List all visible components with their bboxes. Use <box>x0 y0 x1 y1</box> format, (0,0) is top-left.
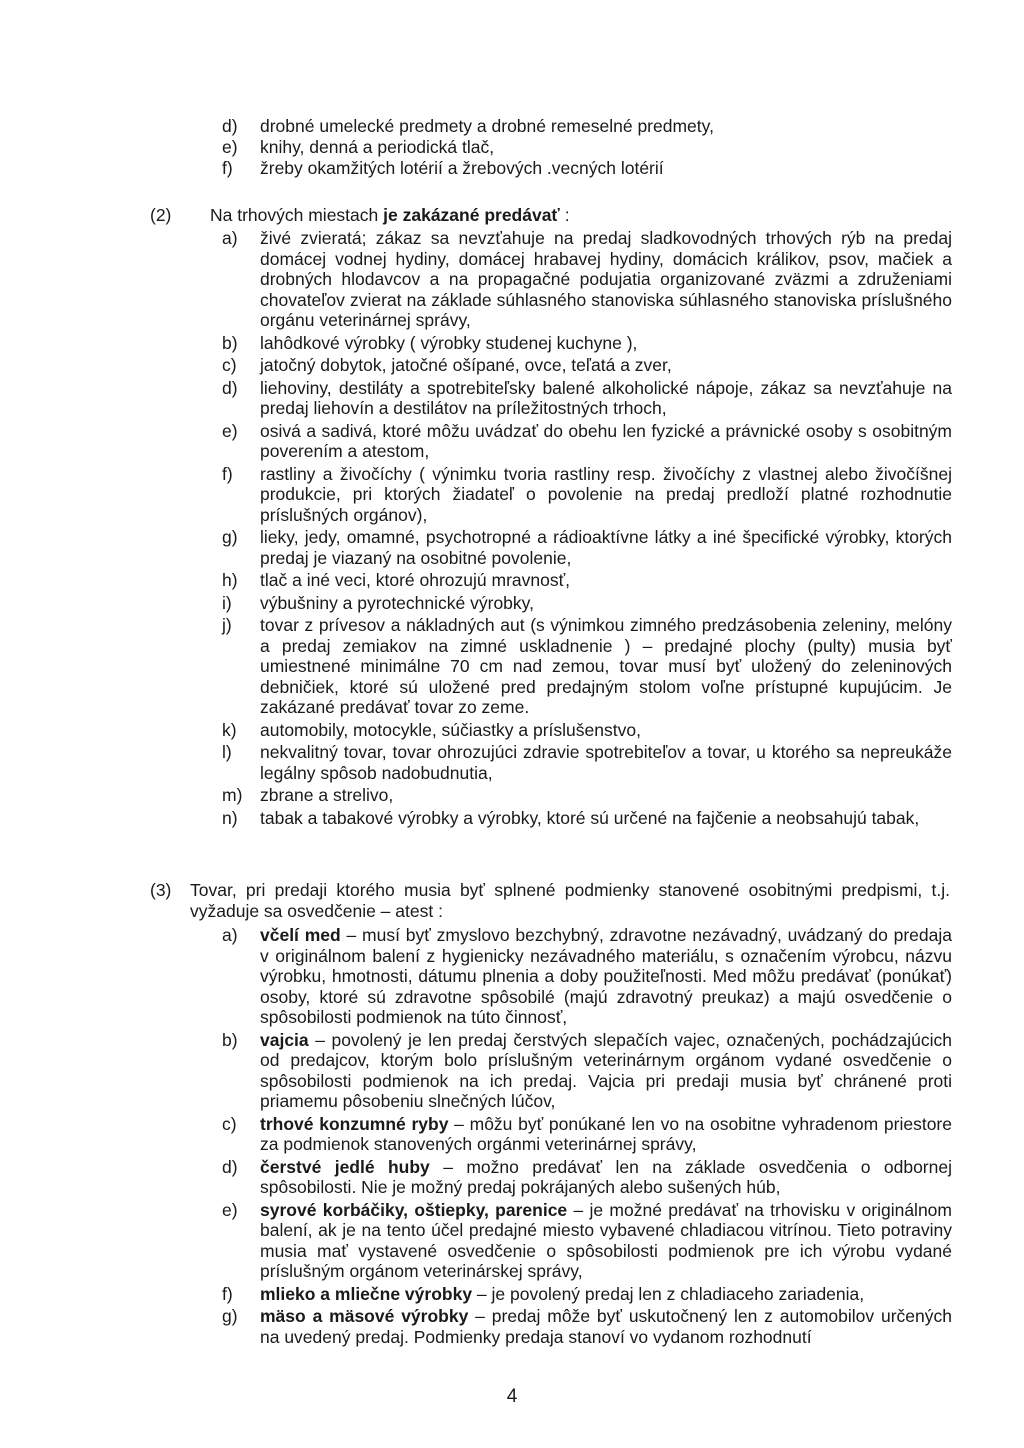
list-item <box>222 1030 952 1112</box>
item-text: osivá a sadivá, ktoré môžu uvádzať do obehu len fyzické a právnické osoby s osobitným poverením a atestom, <box>260 420 952 461</box>
item-bold-term: trhové konzumné ryby <box>260 1113 449 1134</box>
list-item <box>222 158 952 179</box>
section-2-intro: Na trhových miestach <box>210 205 379 225</box>
intro-list <box>222 116 952 179</box>
section-2-intro-end: : <box>559 205 570 225</box>
item-label: n) <box>222 807 238 828</box>
section-number: (2) <box>150 205 172 225</box>
item-label: g) <box>222 527 238 547</box>
list-item <box>222 355 952 376</box>
list-item <box>222 742 952 783</box>
item-label: d) <box>222 116 238 136</box>
item-text: lieky, jedy, omamné, psychotropné a rádioaktívne látky a iné špecifické výrobky, ktorých predaj je viazaný na osobitné povolenie, <box>260 527 952 568</box>
list-item <box>222 785 952 806</box>
item-text: – môžu byť ponúkané len vo na osobitne vyhradenom priestore za podmienok stanovených orgánmi veterinárnej správy, <box>260 1113 952 1154</box>
item-text: zbrane a strelivo, <box>260 785 394 805</box>
item-text-container <box>260 925 952 1028</box>
item-label: l) <box>222 742 232 762</box>
item-label: d) <box>222 1156 238 1177</box>
item-text: – je povolený predaj len z chladiaceho zariadenia, <box>472 1283 865 1304</box>
item-text-container <box>260 1284 952 1305</box>
item-bold-term: mäso a mäsové výrobky <box>260 1306 469 1326</box>
page-number: 4 <box>506 1386 518 1407</box>
item-text: tovar z prívesov a nákladných aut (s výnimkou zimného predzásobenia zeleniny, melóny a predaj zemiakov na zimné uskladnenie ) – predajné plochy (pulty) musia byť umiestnené minimálne 70 cm nad zemou, tovar musí byť uložený do zeleninových debničiek, ktoré sú uložené pred predajným stolom voľne prístupné kupujúcim. Je zakázané predávať tovar zo zeme. <box>260 615 952 717</box>
item-bold-term: mlieko a mliečne výrobky <box>260 1283 473 1304</box>
item-text-container <box>260 1157 952 1198</box>
section-2-heading <box>210 205 955 226</box>
item-text: lahôdkové výrobky ( výrobky studenej kuchyne ), <box>260 332 638 353</box>
item-text: žreby okamžitých lotérií a žrebových .vecných lotérií <box>260 158 664 178</box>
item-label: e) <box>222 1199 238 1220</box>
list-item <box>222 333 952 354</box>
item-label: e) <box>222 137 238 157</box>
item-text: – možno predávať len na základe osvedčenia o odbornej spôsobilosti. Nie je možný predaj pokrájaných alebo sušených húb, <box>260 1156 952 1197</box>
list-item <box>222 464 952 526</box>
list-item <box>222 1114 952 1155</box>
item-bold-term: vajcia <box>260 1029 309 1050</box>
item-text: – predaj môže byť uskutočnený len z automobilov určených na uvedený predaj. Podmienky predaja stanoví vo vydanom rozhodnutí <box>260 1306 952 1347</box>
item-label: k) <box>222 719 237 740</box>
item-label: e) <box>222 420 238 441</box>
item-text: tabak a tabakové výrobky a výrobky, ktoré sú určené na fajčenie a neobsahujú tabak, <box>260 807 920 828</box>
item-bold-term: syrové korbáčiky, oštiepky, parenice <box>260 1199 568 1220</box>
item-label: m) <box>222 785 243 805</box>
item-label: i) <box>222 592 232 613</box>
item-label: b) <box>222 1029 238 1050</box>
list-item <box>222 378 952 419</box>
list-item <box>222 1306 952 1347</box>
section-number: (3) <box>150 880 172 900</box>
section-2-list <box>222 228 952 830</box>
list-item <box>222 593 952 614</box>
item-label: f) <box>222 463 233 484</box>
section-3-intro: Tovar, pri predaji ktorého musia byť splnené podmienky stanovené osobitnými predpismi, t.j. vyžaduje sa osvedčenie – atest : <box>190 880 950 921</box>
list-item <box>222 808 952 829</box>
item-label: j) <box>222 615 232 635</box>
item-text: drobné umelecké predmety a drobné remeselné predmety, <box>260 116 714 136</box>
item-label: g) <box>222 1306 238 1326</box>
list-item <box>222 116 952 137</box>
section-2-intro-bold: je zakázané predávať <box>383 205 560 225</box>
list-item <box>222 1284 952 1305</box>
item-label: c) <box>222 1113 237 1134</box>
item-label: f) <box>222 158 233 178</box>
item-text: – je možné predávať na trhovisku v originálnom balení, ak je na tento účel predajné miesto vybavené chladiacou vitrínou. Tieto potraviny musia mať vystavené osvedčenie o spôsobilosti podmienok pre ich výrobu vydané príslušným orgánom veterinárskej správy, <box>260 1199 952 1281</box>
item-text: rastliny a živočíchy ( výnimku tvoria rastliny resp. živočíchy z vlastnej alebo živočíšnej produkcie, pri ktorých žiadateľ o povolenie na predaj predloží platné rozhodnutie príslušných orgánov), <box>260 463 952 525</box>
item-bold-term: včelí med <box>260 925 341 945</box>
item-label: f) <box>222 1283 233 1304</box>
item-label: a) <box>222 925 238 945</box>
item-text: knihy, denná a periodická tlač, <box>260 137 495 157</box>
item-label: c) <box>222 355 237 375</box>
list-item <box>222 570 952 591</box>
item-text: výbušniny a pyrotechnické výrobky, <box>260 592 534 613</box>
item-label: b) <box>222 332 238 353</box>
list-item <box>222 925 952 1028</box>
item-text: – musí byť zmyslovo bezchybný, zdravotne nezávadný, uvádzaný do predaja v originálnom balení z hygienicky nezávadného materiálu, s označením výrobcu, názvu výrobku, hmotnosti, dátumu plnenia a doby použiteľnosti. Med môžu predávať (ponúkať) osoby, ktoré sú zdravotne spôsobilé (majú zdravotný preukaz) a majú osvedčenie o spôsobilosti podmienok na túto činnosť, <box>260 925 952 1027</box>
item-label: h) <box>222 570 238 590</box>
list-item <box>222 1157 952 1198</box>
item-text-container <box>260 1114 952 1155</box>
item-text: jatočný dobytok, jatočné ošípané, ovce, teľatá a zver, <box>260 355 672 375</box>
section-3-list <box>222 925 952 1349</box>
list-item <box>222 527 952 568</box>
item-text: automobily, motocykle, súčiastky a príslušenstvo, <box>260 719 641 740</box>
list-item <box>222 137 952 158</box>
item-label: a) <box>222 228 238 248</box>
item-bold-term: čerstvé jedlé huby <box>260 1156 430 1177</box>
item-text: – povolený je len predaj čerstvých slepačích vajec, označených, pochádzajúcich od predajcov, ktorým bolo príslušným veterinárnym orgánom vydané osvedčenie o spôsobilosti podmienok na ich predaj. Vajcia pri predaji musia byť chránené proti priamemu pôsobeniu slnečných lúčov, <box>260 1029 952 1111</box>
list-item <box>222 228 952 331</box>
list-item <box>222 421 952 462</box>
item-text-container <box>260 1030 952 1112</box>
item-text: nekvalitný tovar, tovar ohrozujúci zdravie spotrebiteľov a tovar, u ktorého sa nepreukáže legálny spôsob nadobudnutia, <box>260 742 952 783</box>
item-text-container <box>260 1306 952 1347</box>
item-text: tlač a iné veci, ktoré ohrozujú mravnosť, <box>260 570 571 590</box>
item-text-container <box>260 1200 952 1282</box>
list-item <box>222 615 952 718</box>
list-item <box>222 1200 952 1282</box>
item-text: liehoviny, destiláty a spotrebiteľsky balené alkoholické nápoje, zákaz sa nevzťahuje na predaj liehovín a destilátov na príležitostných trhoch, <box>260 377 952 418</box>
item-label: d) <box>222 377 238 398</box>
item-text: živé zvieratá; zákaz sa nevzťahuje na predaj sladkovodných trhových rýb na predaj domácej vodnej hydiny, domácej hrabavej hydiny, domácich králikov, psov, mačiek a drobných hlodavcov a na propagačné podujatia organizované zväzmi a združeniami chovateľov zvierat na základe súhlasného stanoviska súhlasného stanoviska príslušného orgánu veterinárnej správy, <box>260 228 952 330</box>
list-item <box>222 720 952 741</box>
